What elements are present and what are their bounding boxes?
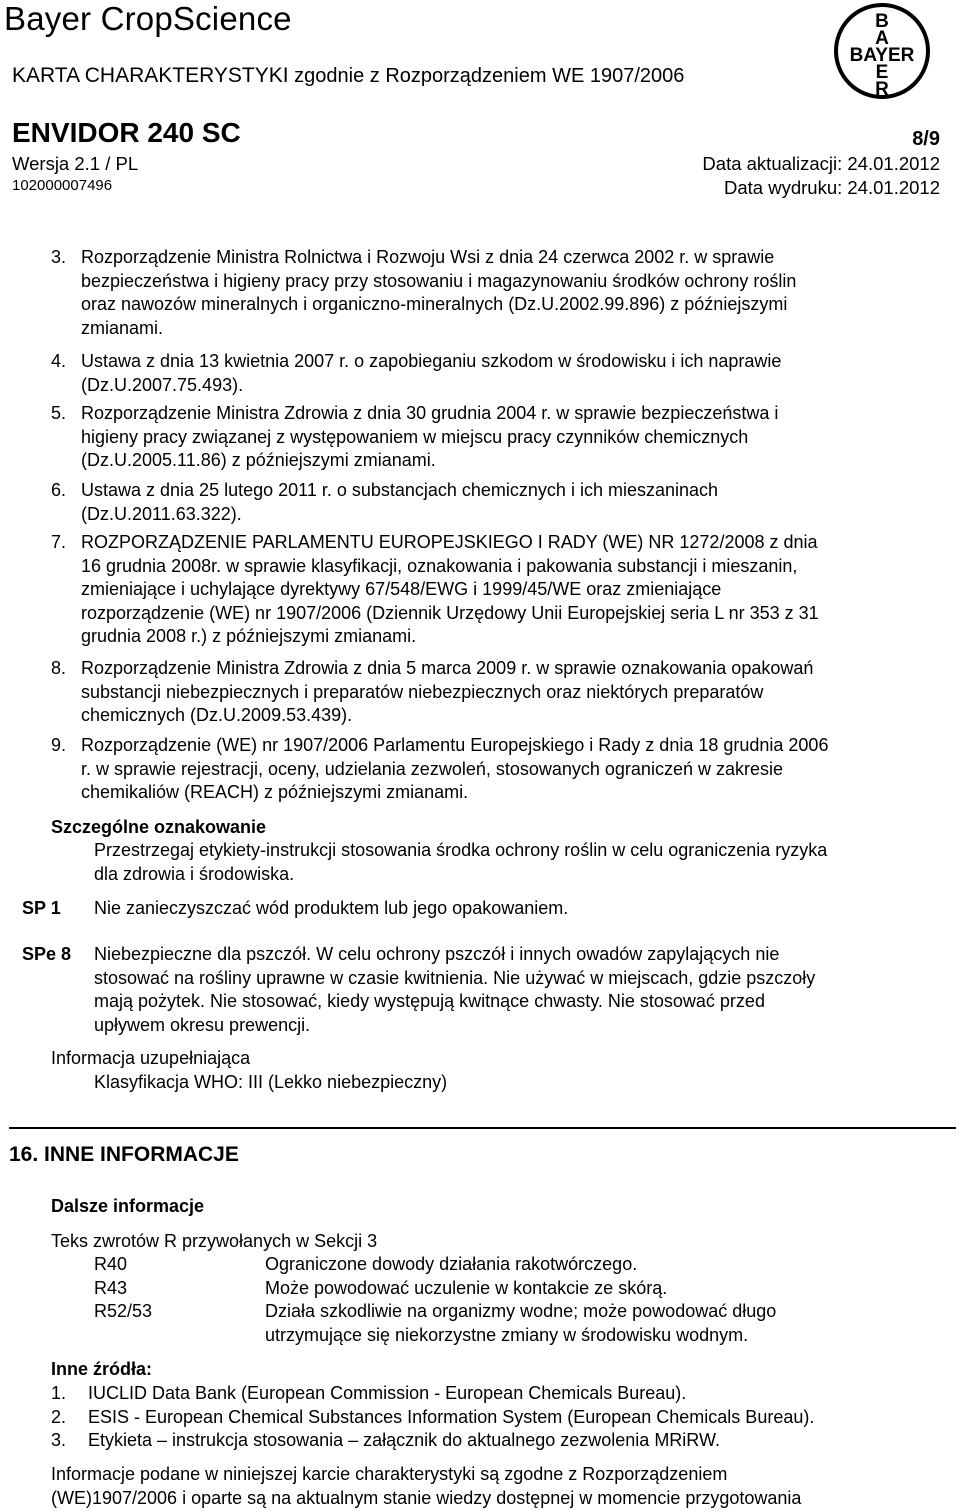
other-sources-heading: Inne źródła: [51, 1359, 153, 1379]
list-item-text: ROZPORZĄDZENIE PARLAMENTU EUROPEJSKIEGO I RADY (WE) NR 1272/2008 z dnia [81, 532, 818, 552]
r-phrase-text: utrzymujące się niekorzystne zmiany w środowisku wodnym. [265, 1324, 749, 1345]
list-item-text: Rozporządzenie Ministra Rolnictwa i Rozwoju Wsi z dnia 24 czerwca 2002 r. w sprawie [81, 247, 775, 267]
list-item-number: 3. [51, 247, 67, 267]
supplementary-info-text: Klasyfikacja WHO: III (Lekko niebezpieczny) [94, 1072, 448, 1092]
list-item-text: Rozporządzenie Ministra Zdrowia z dnia 30 grudnia 2004 r. w sprawie bezpieczeństwa i [81, 403, 779, 423]
bayer-logo [826, 2, 938, 100]
r-phrase-text: Ograniczone dowody działania rakotwórczego. [265, 1254, 638, 1274]
list-item-text: bezpieczeństwa i higieny pracy przy stosowaniu i magazynowaniu środków ochrony roślin [81, 270, 797, 291]
safety-phrase-code: SP 1 [22, 898, 61, 918]
list-item-text: grudnia 2008 r.) z późniejszymi zmianami. [81, 626, 417, 647]
svg-text:B: B [875, 11, 889, 32]
svg-text:E: E [875, 62, 889, 83]
r-phrase-text: Działa szkodliwie na organizmy wodne; może powodować długo [265, 1301, 777, 1321]
list-item-text: chemicznych (Dz.U.2009.53.439). [81, 705, 353, 726]
list-item-text: rozporządzenie (WE) nr 1907/2006 (Dziennik Urzędowy Unii Europejskiej seria L nr 353 z 31 [81, 602, 819, 623]
list-item-text: 16 grudnia 2008r. w sprawie klasyfikacji, oznakowania i pakowania substancji i mieszanin, [81, 555, 798, 576]
supplementary-info-heading: Informacja uzupełniająca [51, 1048, 251, 1068]
list-item-text: r. w sprawie rejestracji, oceny, udzielania zezwoleń, stosowanych ograniczeń w zakresie [81, 758, 783, 779]
print-date: Data wydruku: 24.01.2012 [724, 177, 940, 198]
list-item-number: 5. [51, 403, 67, 423]
list-item-text: Ustawa z dnia 25 lutego 2011 r. o substancjach chemicznych i ich mieszaninach [81, 480, 719, 500]
svg-text:R: R [875, 79, 889, 100]
product-name: ENVIDOR 240 SC [12, 117, 241, 148]
list-item-number: 4. [51, 351, 67, 371]
list-item-text: substancji niebezpiecznych i preparatów niebezpiecznych oraz niektórych preparatów [81, 681, 764, 702]
safety-phrase-text: Niebezpieczne dla pszczół. W celu ochrony pszczół i innych owadów zapylających nie [94, 944, 780, 964]
safety-phrase-text: Nie zanieczyszczać wód produktem lub jego opakowaniem. [94, 898, 569, 918]
section-divider [9, 1127, 956, 1129]
list-item-number: 6. [51, 480, 67, 500]
r-phrase-code: R40 [94, 1254, 128, 1274]
source-number: 1. [51, 1383, 67, 1403]
list-item-text: oraz nawozów mineralnych i organiczno-mineralnych (Dz.U.2002.99.896) z późniejszymi [81, 294, 788, 315]
document-regulation: zgodnie z Rozporządzeniem WE 1907/2006 [294, 65, 685, 87]
svg-text:A: A [875, 28, 889, 49]
list-item-text: Ustawa z dnia 13 kwietnia 2007 r. o zapobieganiu szkodom w środowisku i ich naprawie [81, 351, 782, 371]
list-item-number: 8. [51, 658, 67, 678]
r-phrase-code: R52/53 [94, 1301, 153, 1321]
r-phrase-text: Może powodować uczulenie w kontakcie ze skórą. [265, 1278, 668, 1298]
list-item-number: 7. [51, 532, 67, 552]
list-item-text: (Dz.U.2007.75.493). [81, 374, 244, 395]
list-item-number: 9. [51, 735, 67, 755]
list-item-text: (Dz.U.2005.11.86) z późniejszymi zmianami. [81, 450, 436, 471]
document-subtitle [12, 64, 684, 88]
list-item-text: zmieniające i uchylające dyrektywy 67/548/EWG i 1999/45/WE oraz zmieniające [81, 579, 722, 600]
list-item-text: Rozporządzenie Ministra Zdrowia z dnia 5 marca 2009 r. w sprawie oznakowania opakowań [81, 658, 814, 678]
footer-note: Informacje podane w niniejszej karcie charakterystyki są zgodne z Rozporządzeniem [51, 1464, 728, 1484]
source-number: 3. [51, 1430, 67, 1451]
special-labeling-intro: dla zdrowia i środowiska. [94, 863, 295, 884]
section-16-title: 16. INNE INFORMACJE [9, 1143, 239, 1166]
list-item-text: chemikaliów (REACH) z późniejszymi zmianami. [81, 782, 469, 803]
r-phrases-heading: Teks zwrotów R przywołanych w Sekcji 3 [51, 1231, 378, 1251]
document-code: 102000007496 [12, 177, 113, 194]
list-item-text: (Dz.U.2011.63.322). [81, 503, 242, 524]
special-labeling-heading: Szczególne oznakowanie [51, 817, 267, 837]
footer-note: (WE)1907/2006 i oparte są na aktualnym stanie wiedzy dostępnej w momencie przygotowania [51, 1487, 802, 1508]
special-labeling-intro: Przestrzegaj etykiety-instrukcji stosowania środka ochrony roślin w celu ograniczenia ryzyka [94, 840, 828, 860]
update-date: Data aktualizacji: 24.01.2012 [702, 153, 940, 174]
logo-text: BAYER [849, 45, 915, 66]
version: Wersja 2.1 / PL [12, 153, 139, 174]
source-text: ESIS - European Chemical Substances Information System (European Chemicals Bureau). [88, 1406, 815, 1427]
list-item-text: Rozporządzenie (WE) nr 1907/2006 Parlamentu Europejskiego i Rady z dnia 18 grudnia 2006 [81, 735, 829, 755]
r-phrase-code: R43 [94, 1278, 128, 1298]
source-text: IUCLID Data Bank (European Commission - European Chemicals Bureau). [88, 1383, 687, 1403]
list-item-text: higieny pracy związanej z występowaniem w miejscu pracy czynników chemicznych [81, 426, 749, 447]
company-name: Bayer CropScience [4, 0, 292, 37]
list-item-text: zmianami. [81, 317, 164, 338]
source-number: 2. [51, 1406, 67, 1427]
safety-phrase-text: stosować na rośliny uprawne w czasie kwitnienia. Nie używać w miejscach, gdzie pszczoły [94, 967, 816, 988]
safety-phrase-text: upływem okresu prewencji. [94, 1014, 311, 1035]
source-text: Etykieta – instrukcja stosowania – załącznik do aktualnego zezwolenia MRiRW. [88, 1430, 720, 1451]
page-number: 8/9 [912, 128, 940, 150]
safety-phrase-text: mają pożytek. Nie stosować, kiedy występują kwitnące chwasty. Nie stosować przed [94, 991, 765, 1012]
safety-phrase-code: SPe 8 [22, 944, 72, 964]
further-info-heading: Dalsze informacje [51, 1196, 205, 1216]
document-type: KARTA CHARAKTERYSTYKI [12, 64, 289, 87]
